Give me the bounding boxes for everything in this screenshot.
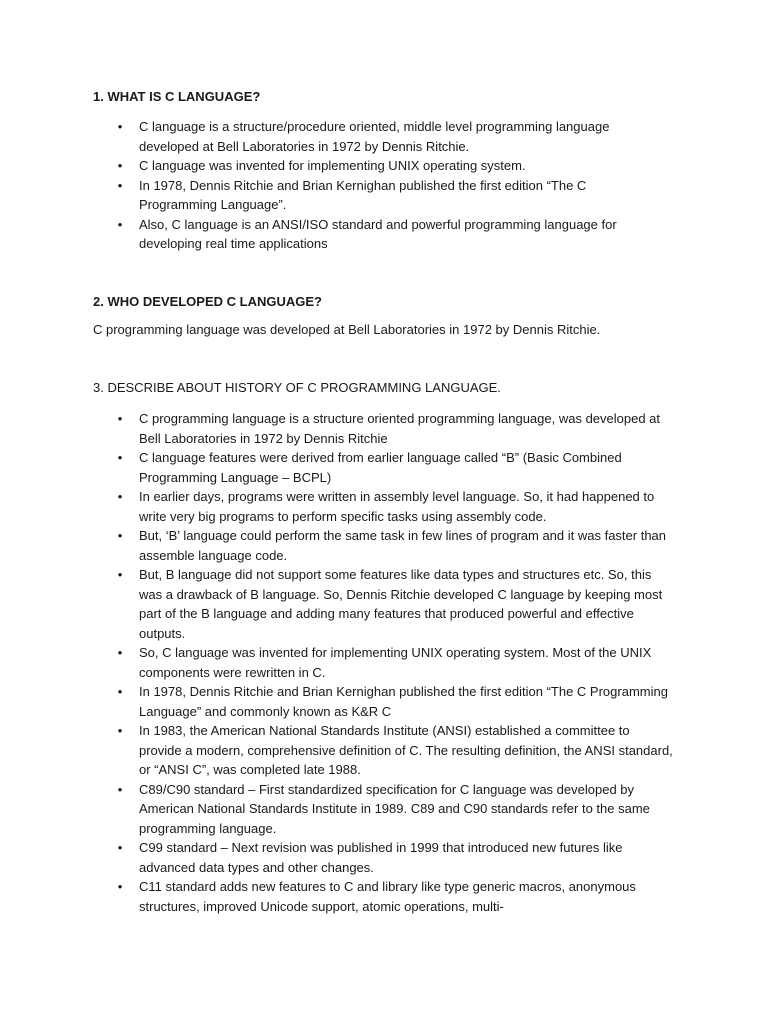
- list-item-text: C89/C90 standard – First standardized specification for C language was developed by American National Standards Institute in 1989. C89 and C90 standards refer to the same programming language.: [139, 781, 650, 836]
- list-item: [0, 565, 673, 643]
- list-item: [0, 682, 673, 721]
- list-item: [0, 838, 673, 877]
- list-item-text: C11 standard adds new features to C and library like type generic macros, anonymous structures, improved Unicode support, atomic operations, multi-: [139, 879, 636, 914]
- section-2-paragraph: C programming language was developed at Bell Laboratories in 1972 by Dennis Ritchie.: [93, 322, 601, 337]
- list-item-text: But, B language did not support some features like data types and structures etc. So, this was a drawback of B language. So, Dennis Ritchie developed C language by keeping most part of the B language and adding many features that produced powerful and effective outputs.: [139, 567, 663, 641]
- list-item: [0, 448, 673, 487]
- list-item: [0, 780, 673, 839]
- bullet-icon: •: [117, 645, 123, 660]
- section-1-bullet-list: [0, 117, 659, 254]
- section-3-heading: 3. DESCRIBE ABOUT HISTORY OF C PROGRAMMING LANGUAGE.: [93, 380, 501, 395]
- section-2-heading: 2. WHO DEVELOPED C LANGUAGE?: [93, 294, 322, 309]
- list-item-text: In earlier days, programs were written in assembly level language. So, it had happened to write very big programs to perform specific tasks using assembly code.: [139, 489, 655, 524]
- list-item-text: C99 standard – Next revision was published in 1999 that introduced new futures like advanced data types and other changes.: [139, 840, 623, 875]
- bullet-icon: •: [117, 489, 123, 504]
- list-item: [0, 409, 673, 448]
- bullet-icon: •: [117, 411, 123, 426]
- list-item-text: In 1978, Dennis Ritchie and Brian Kernighan published the first edition “The C Programming Language”.: [139, 177, 587, 212]
- list-item-text: But, ‘B’ language could perform the same task in few lines of program and it was faster than assemble language code.: [139, 528, 667, 563]
- bullet-icon: •: [117, 567, 123, 582]
- bullet-icon: •: [117, 158, 123, 173]
- list-item-text: C language was invented for implementing UNIX operating system.: [139, 158, 526, 173]
- list-item-text: C programming language is a structure oriented programming language, was developed at Bell Laboratories in 1972 by Dennis Ritchie: [139, 411, 661, 446]
- bullet-icon: •: [117, 119, 123, 134]
- bullet-icon: •: [117, 879, 123, 894]
- list-item-text: In 1983, the American National Standards Institute (ANSI) established a committee to provide a modern, comprehensive definition of C. The resulting definition, the ANSI standard, or “ANSI C”, was completed late 1988.: [139, 723, 673, 777]
- section-1-heading: 1. WHAT IS C LANGUAGE?: [93, 89, 261, 104]
- list-item-text: C language features were derived from earlier language called “B” (Basic Combined Programming Language – BCPL): [139, 450, 622, 485]
- list-item: [0, 176, 659, 215]
- list-item-text: So, C language was invented for implementing UNIX operating system. Most of the UNIX components were rewritten in C.: [139, 645, 652, 680]
- bullet-icon: •: [117, 684, 123, 699]
- list-item: [0, 117, 659, 156]
- list-item: [0, 215, 659, 254]
- list-item-text: Also, C language is an ANSI/ISO standard and powerful programming language for developing real time applications: [139, 216, 617, 251]
- list-item: [0, 526, 673, 565]
- list-item: [0, 643, 673, 682]
- list-item: [0, 487, 673, 526]
- bullet-icon: •: [117, 723, 123, 738]
- list-item: [0, 877, 673, 916]
- list-item: [0, 721, 673, 780]
- list-item-text: In 1978, Dennis Ritchie and Brian Kernighan published the first edition “The C Programming Language” and commonly known as K&R C: [139, 684, 668, 719]
- bullet-icon: •: [117, 840, 123, 855]
- bullet-icon: •: [117, 781, 123, 797]
- bullet-icon: •: [117, 177, 123, 193]
- bullet-icon: •: [117, 450, 123, 465]
- bullet-icon: •: [117, 528, 123, 543]
- list-item: [0, 156, 659, 176]
- section-3-bullet-list: [0, 409, 673, 916]
- bullet-icon: •: [117, 216, 123, 232]
- list-item-text: C language is a structure/procedure oriented, middle level programming language developed at Bell Laboratories in 1972 by Dennis Ritchie.: [139, 119, 610, 154]
